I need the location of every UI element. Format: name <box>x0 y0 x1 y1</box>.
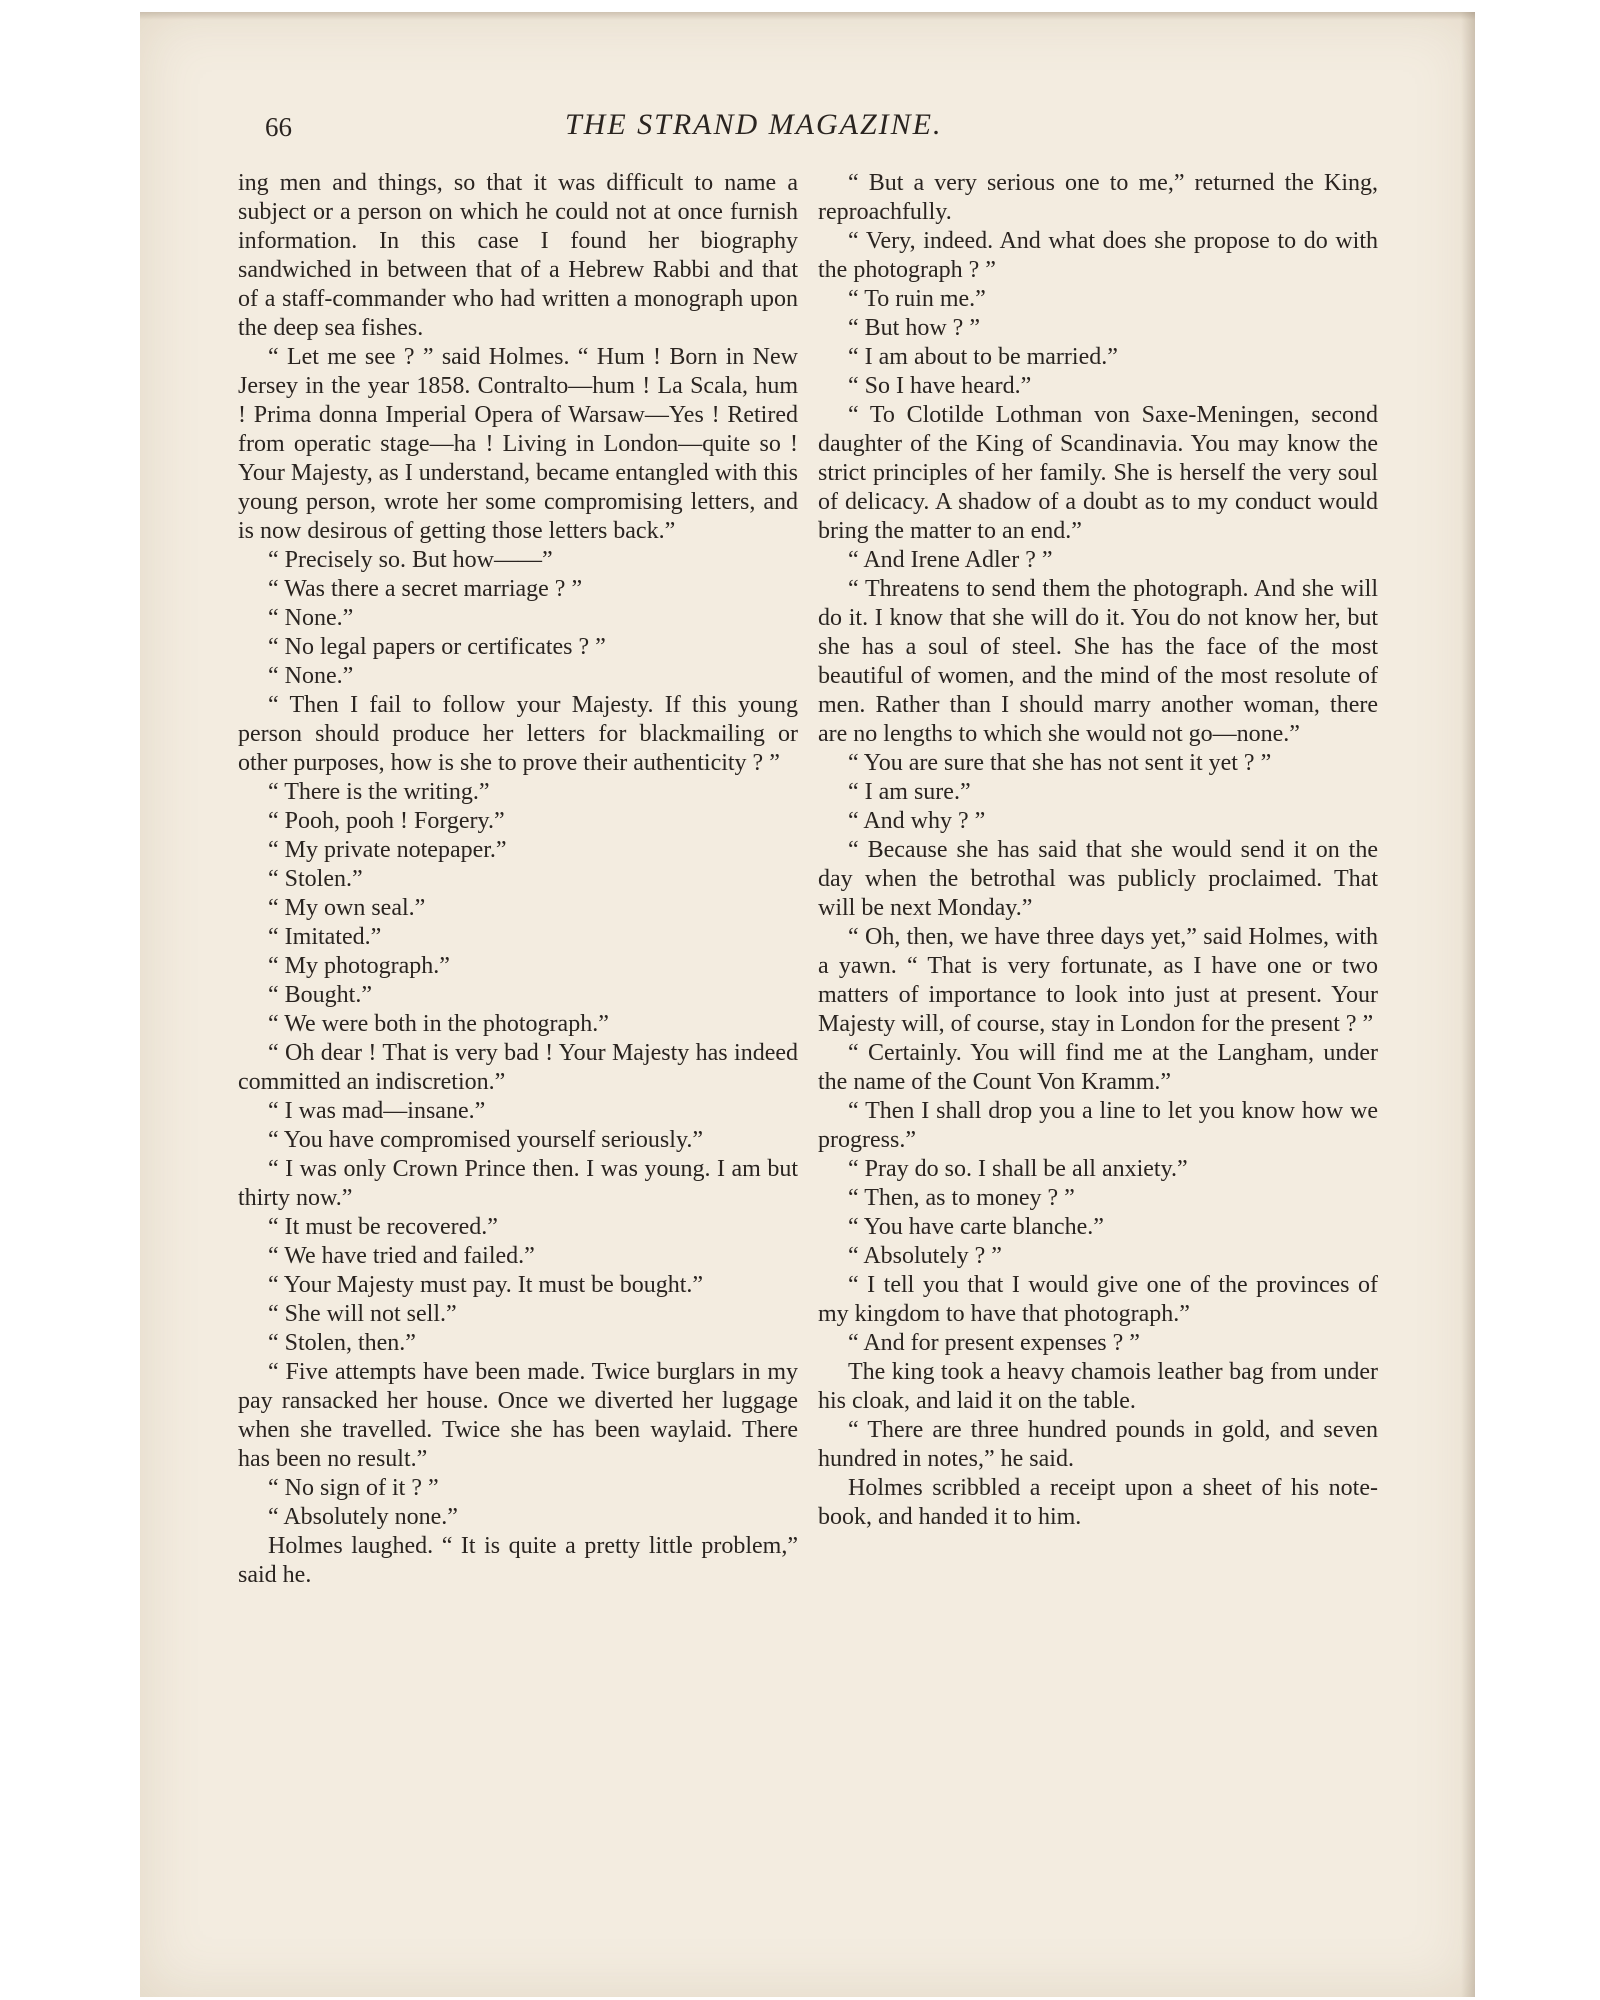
paragraph: “ Pray do so. I shall be all anxiety.” <box>848 1156 1188 1182</box>
paragraph: “ None.” <box>268 663 354 689</box>
paragraph: “ You have compromised yourself seriously.” <box>268 1127 704 1153</box>
paragraph: “ Very, indeed. And what does she propose to do with the photograph ? ” <box>818 228 1378 283</box>
paragraph: “ So I have heard.” <box>848 373 1032 399</box>
paragraph: “ Absolutely none.” <box>268 1504 458 1530</box>
paragraph: “ Threatens to send them the photograph. And she will do it. I know that she will do it. You do not know her, but she has a soul of steel. She has the face of the most beautiful of women, and the mind of the most resolute of men. Rather than I should marry another woman, there are no lengths to which she would not go—none.” <box>818 576 1378 747</box>
paragraph: “ Certainly. You will find me at the Langham, under the name of the Count Von Kramm.” <box>818 1040 1378 1095</box>
page-header <box>265 108 1265 148</box>
paragraph: “ Bought.” <box>268 982 372 1008</box>
magazine-page <box>140 12 1475 1997</box>
paragraph: “ It must be recovered.” <box>268 1214 498 1240</box>
paragraph: “ She will not sell.” <box>268 1301 457 1327</box>
paragraph: “ Then I fail to follow your Majesty. If this young person should produce her letters for blackmailing or other purposes, how is she to prove their authenticity ? ” <box>238 692 798 776</box>
paragraph: “ Oh dear ! That is very bad ! Your Majesty has indeed committed an indiscretion.” <box>238 1040 798 1095</box>
right-column <box>818 169 1378 1532</box>
paragraph: “ There are three hundred pounds in gold, and seven hundred in notes,” he said. <box>818 1417 1378 1472</box>
paragraph: “ Imitated.” <box>268 924 382 950</box>
paragraph: “ But how ? ” <box>848 315 980 341</box>
paragraph: Holmes scribbled a receipt upon a sheet of his note-book, and handed it to him. <box>818 1475 1378 1530</box>
running-title: THE STRAND MAGAZINE. <box>565 108 943 141</box>
paragraph: “ I was only Crown Prince then. I was young. I am but thirty now.” <box>238 1156 798 1211</box>
paragraph: “ We were both in the photograph.” <box>268 1011 609 1037</box>
paragraph: “ Let me see ? ” said Holmes. “ Hum ! Born in New Jersey in the year 1858. Contralto—hum ! La Scala, hum ! Prima donna Imperial Opera of Warsaw—Yes ! Retired from operatic stage—ha ! Living in London—quite so ! Your Majesty, as I understand, became entangled with this young person, wrote her some compromising letters, and is now desirous of getting those letters back.” <box>238 344 798 544</box>
paragraph: ing men and things, so that it was difficult to name a subject or a person on which he could not at once furnish information. In this case I found her biography sandwiched in between that of a Hebrew Rabbi and that of a staff-commander who had written a monograph upon the deep sea fishes. <box>238 170 798 341</box>
paragraph: “ Absolutely ? ” <box>848 1243 1002 1269</box>
paragraph: “ Your Majesty must pay. It must be bought.” <box>268 1272 704 1298</box>
paragraph: “ Stolen, then.” <box>268 1330 416 1356</box>
paragraph: “ And Irene Adler ? ” <box>848 547 1053 573</box>
paragraph: “ No sign of it ? ” <box>268 1475 439 1501</box>
paragraph: “ You are sure that she has not sent it yet ? ” <box>848 750 1272 776</box>
paragraph: “ I was mad—insane.” <box>268 1098 486 1124</box>
page-right-edge <box>1461 12 1475 1997</box>
paragraph: The king took a heavy chamois leather bag from under his cloak, and laid it on the table. <box>818 1359 1378 1414</box>
paragraph: “ My own seal.” <box>268 895 426 921</box>
paragraph: “ We have tried and failed.” <box>268 1243 535 1269</box>
paragraph: “ To ruin me.” <box>848 286 986 312</box>
paragraph: “ Because she has said that she would send it on the day when the betrothal was publicly proclaimed. That will be next Monday.” <box>818 837 1378 921</box>
paragraph: “ Precisely so. But how——” <box>268 547 553 573</box>
paragraph: “ Pooh, pooh ! Forgery.” <box>268 808 505 834</box>
paragraph: “ Oh, then, we have three days yet,” said Holmes, with a yawn. “ That is very fortunate, as I have one or two matters of importance to look into just at present. Your Majesty will, of course, stay in London for the present ? ” <box>818 924 1378 1037</box>
paragraph: “ I am about to be married.” <box>848 344 1118 370</box>
paragraph: “ Then, as to money ? ” <box>848 1185 1075 1211</box>
paragraph: “ But a very serious one to me,” returned the King, reproachfully. <box>818 170 1378 225</box>
paragraph: “ Was there a secret marriage ? ” <box>268 576 583 602</box>
paragraph: “ To Clotilde Lothman von Saxe-Meningen, second daughter of the King of Scandinavia. You may know the strict principles of her family. She is herself the very soul of delicacy. A shadow of a doubt as to my conduct would bring the matter to an end.” <box>818 402 1378 544</box>
paragraph: Holmes laughed. “ It is quite a pretty little problem,” said he. <box>238 1533 798 1588</box>
paragraph: “ Stolen.” <box>268 866 363 892</box>
paragraph: “ None.” <box>268 605 354 631</box>
paragraph: “ My private notepaper.” <box>268 837 507 863</box>
paragraph: “ My photograph.” <box>268 953 450 979</box>
paragraph: “ You have carte blanche.” <box>848 1214 1104 1240</box>
paragraph: “ No legal papers or certificates ? ” <box>268 634 606 660</box>
paragraph: “ And for present expenses ? ” <box>848 1330 1140 1356</box>
paragraph: “ I tell you that I would give one of the provinces of my kingdom to have that photograph.” <box>818 1272 1378 1327</box>
left-column <box>238 169 798 1590</box>
paragraph: “ Then I shall drop you a line to let you know how we progress.” <box>818 1098 1378 1153</box>
paragraph: “ Five attempts have been made. Twice burglars in my pay ransacked her house. Once we diverted her luggage when she travelled. Twice she has been waylaid. There has been no result.” <box>238 1359 798 1472</box>
paragraph: “ I am sure.” <box>848 779 971 805</box>
page-number: 66 <box>265 112 292 142</box>
page-top-edge <box>140 12 1475 20</box>
paragraph: “ There is the writing.” <box>268 779 490 805</box>
paragraph: “ And why ? ” <box>848 808 986 834</box>
